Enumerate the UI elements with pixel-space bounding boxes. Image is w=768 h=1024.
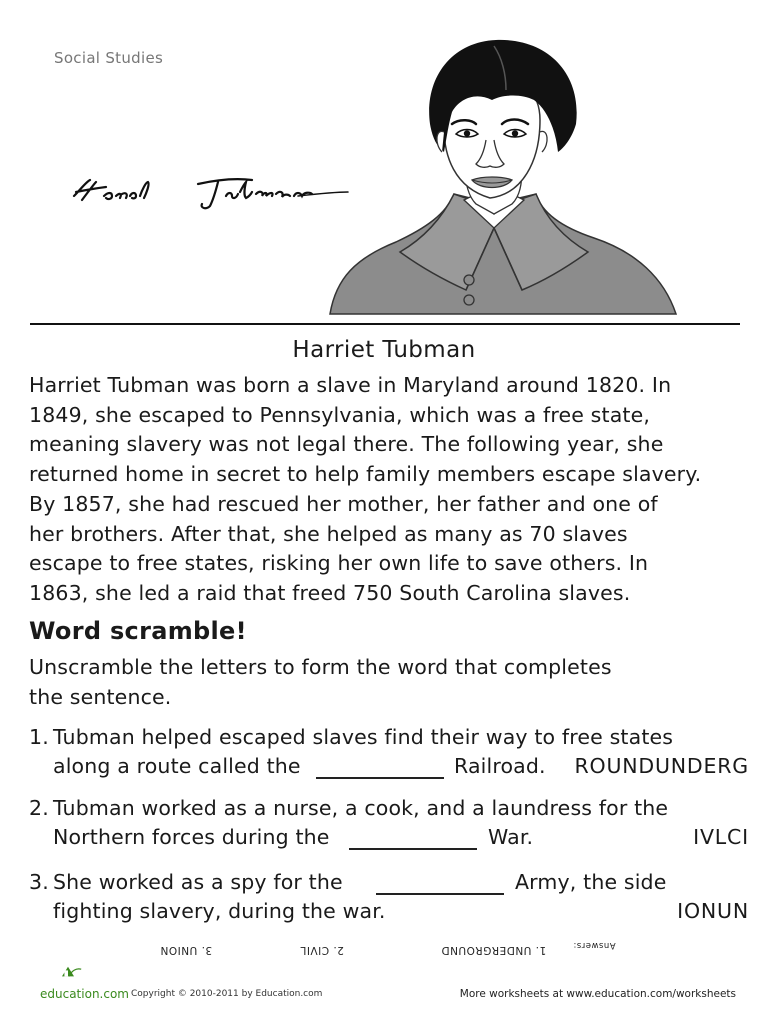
question-number: 2. <box>29 796 49 820</box>
answer-2: 2. CIVIL <box>300 944 344 956</box>
copyright-text: Copyright © 2010-2011 by Education.com <box>131 989 323 999</box>
question-3 <box>29 868 749 926</box>
question-text: War. <box>488 825 534 849</box>
subject-label: Social Studies <box>54 49 164 67</box>
question-text: Tubman worked as a nurse, a cook, and a laundress for the <box>53 796 669 820</box>
answer-1: 1. UNDERGROUND <box>441 944 547 956</box>
question-text: fighting slavery, during the war. <box>53 899 386 923</box>
answer-blank[interactable] <box>316 777 444 779</box>
answer-3: 3. UNION <box>160 944 213 956</box>
answer-blank[interactable] <box>376 893 504 895</box>
scrambled-word: IVLCI <box>693 825 749 849</box>
question-text: along a route called the <box>53 754 301 778</box>
question-number: 1. <box>29 725 49 749</box>
question-text: Army, the side <box>515 870 667 894</box>
word-scramble-instructions: Unscramble the letters to form the word that completes the sentence. <box>29 655 612 709</box>
header-divider <box>30 323 740 325</box>
education-logo-icon <box>56 960 116 988</box>
question-text: Northern forces during the <box>53 825 330 849</box>
scrambled-word: IONUN <box>677 899 749 923</box>
answer-key-label: Answers: <box>573 940 616 950</box>
question-1 <box>29 723 749 781</box>
question-text: She worked as a spy for the <box>53 870 343 894</box>
page-title: Harriet Tubman <box>292 337 476 363</box>
question-2 <box>29 794 749 852</box>
question-text: Railroad. <box>454 754 546 778</box>
signature-image <box>66 170 356 220</box>
more-worksheets-link[interactable]: More worksheets at www.education.com/worksheets <box>459 988 736 1000</box>
reading-passage: Harriet Tubman was born a slave in Maryland around 1820. In 1849, she escaped to Pennsylvania, which was a free state, meaning slavery was not legal there. The following year, she returned home in secret to help family members escape slavery. By 1857, she had rescued her mother, her father and one of her brothers. After that, she helped as many as 70 slaves escape to free states, risking her own life to save others. In 1863, she led a raid that freed 750 South Carolina slaves. <box>29 373 702 605</box>
question-text: Tubman helped escaped slaves find their way to free states <box>53 725 674 749</box>
word-scramble-heading: Word scramble! <box>29 617 247 645</box>
answer-blank[interactable] <box>349 848 477 850</box>
harriet-tubman-portrait <box>326 28 680 318</box>
education-logo: education.com <box>40 987 129 1001</box>
question-number: 3. <box>29 870 49 894</box>
scrambled-word: ROUNDUNDERG <box>574 754 749 778</box>
